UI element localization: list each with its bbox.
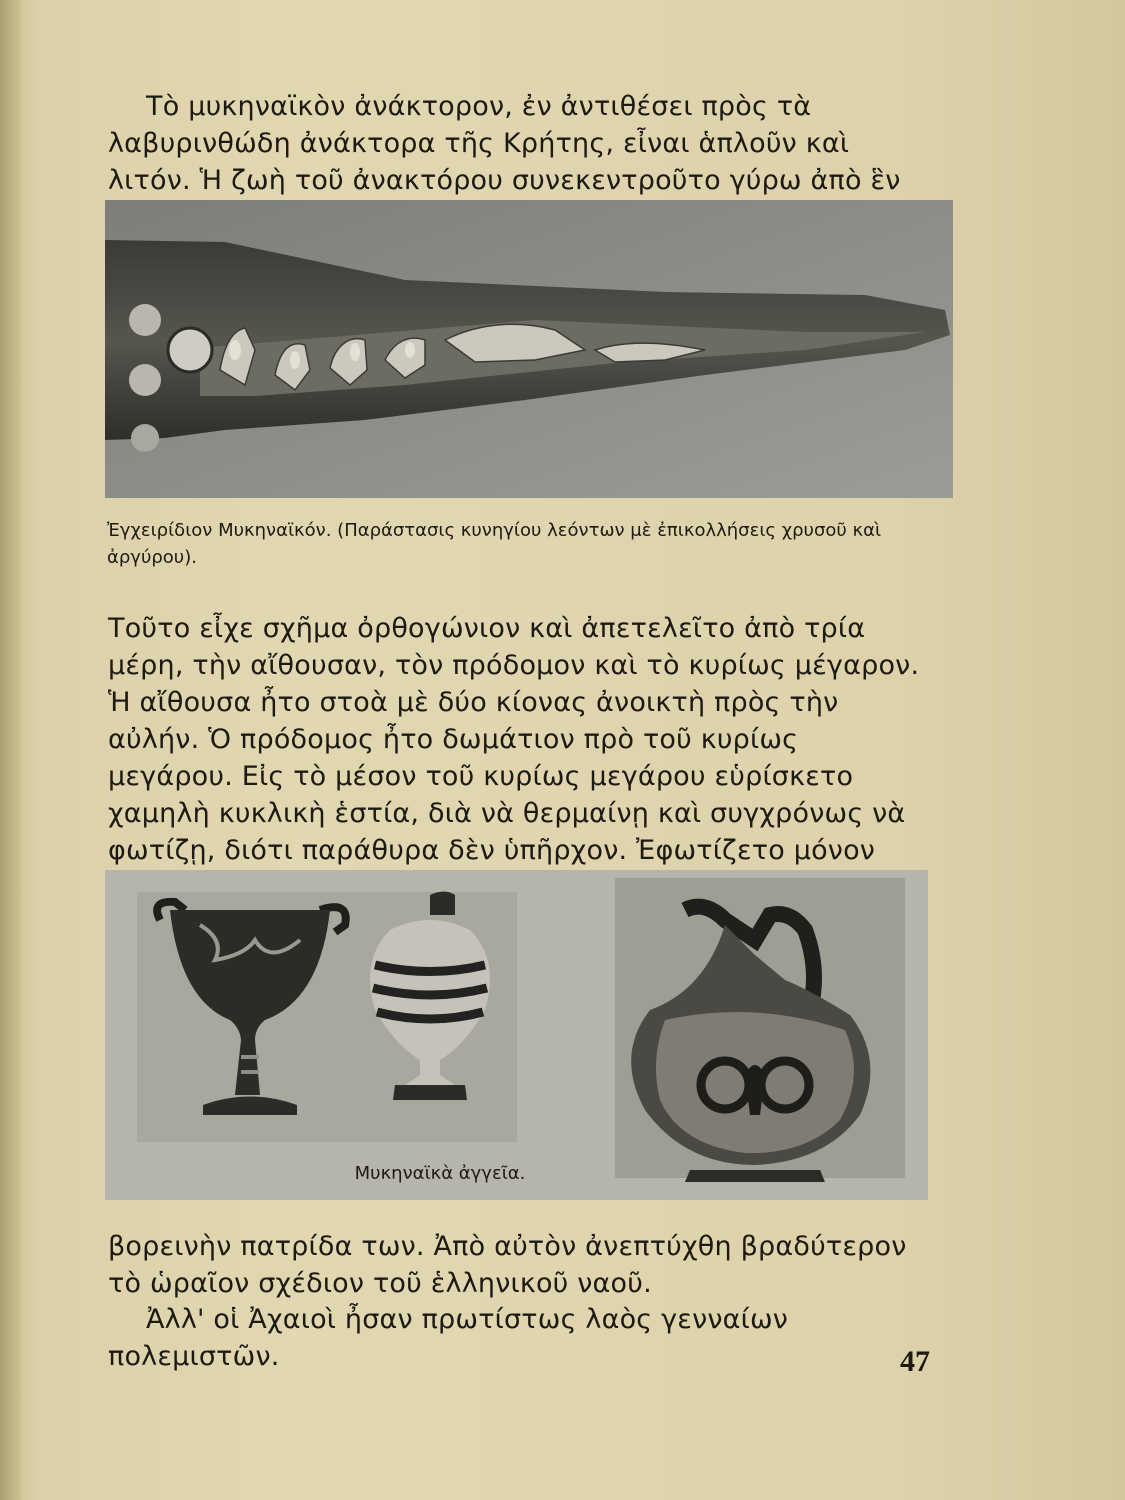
- book-spine-shadow: [0, 0, 22, 1500]
- paragraph-4: Ἀλλ' οἱ Ἀχαιοὶ ἦσαν πρωτίστως λαὸς γενναίων πολεμιστῶν.: [108, 1304, 789, 1372]
- page-number: 47: [900, 1345, 930, 1378]
- paragraph-2: Τοῦτο εἶχε σχῆμα ὀρθογώνιον καὶ ἀπετελεῖτο ἀπὸ τρία μέρη, τὴν αἴθουσαν, τὸν πρόδομον καὶ τὸ κυρίως μέγαρον. Ἡ αἴθουσα ἦτο στοὰ μὲ δύο κίονας ἀνοικτὴ πρὸς τὴν αὐλήν. Ὁ πρόδομος ἦτο δωμάτιον πρὸ τοῦ κυρίως μεγάρου. Εἰς τὸ μέσον τοῦ κυρίως μεγάρου εὑρίσκετο χαμηλὴ κυκλικὴ ἑστία, διὰ νὰ θερμαίνῃ καὶ συγχρόνως νὰ φωτίζῃ, διότι παράθυρα δὲν ὑπῆρχον. Ἐφωτίζετο μόνον: [108, 613, 920, 866]
- vessels-photo: [105, 870, 928, 1200]
- paragraph-1: Τὸ μυκηναϊκὸν ἀνάκτορον, ἐν ἀντιθέσει πρὸς τὰ λαβυρινθώδη ἀνάκτορα τῆς Κρήτης, εἶναι ἁπλοῦν καὶ λιτόν. Ἡ ζωὴ τοῦ ἀνακτόρου συνεκεντροῦτο γύρω ἀπὸ ἓν: [108, 91, 901, 196]
- paragraph-3: βορεινὴν πατρίδα των. Ἀπὸ αὐτὸν ἀνεπτύχθη βραδύτερον τὸ ὡραῖον σχέδιον τοῦ ἑλληνικοῦ ναοῦ.: [108, 1231, 907, 1299]
- figure-2-caption: Μυκηναϊκὰ ἀγγεῖα.: [354, 1163, 526, 1184]
- dagger-illustration: [105, 200, 953, 498]
- dagger-photo: [105, 200, 953, 498]
- figure-1-caption: Ἐγχειρίδιον Μυκηναϊκόν. (Παράστασις κυνηγίου λεόντων μὲ ἐπικολλήσεις χρυσοῦ καὶ ἀργύρου).: [107, 520, 882, 568]
- vessels-illustration: [105, 870, 928, 1200]
